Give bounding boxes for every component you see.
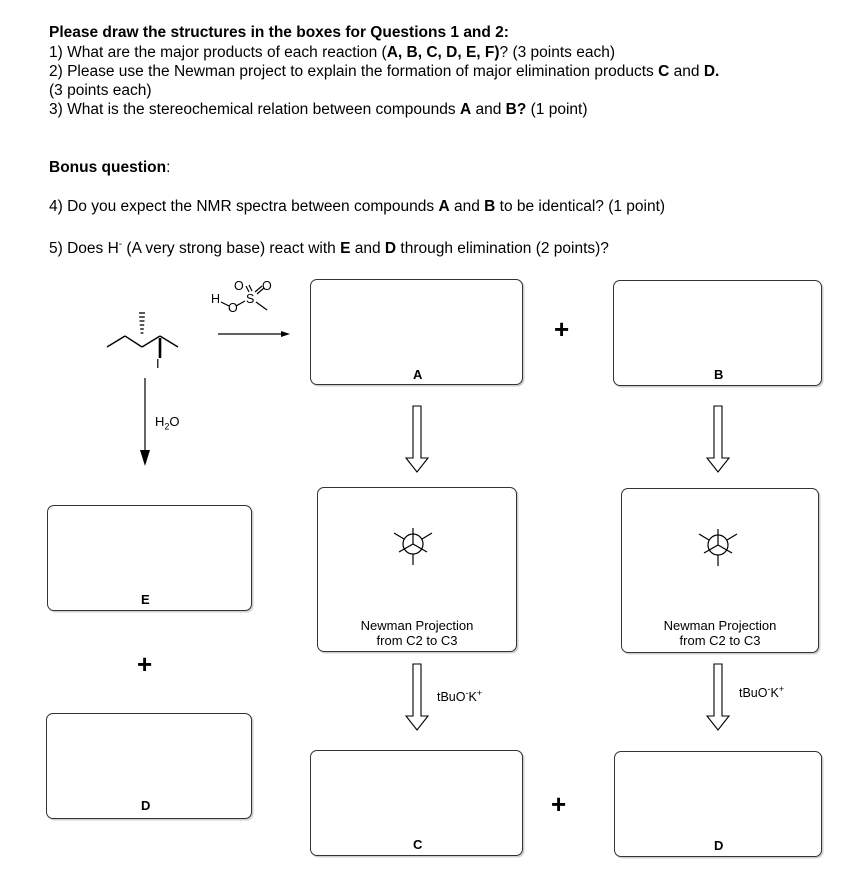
newman-left-line2: from C2 to C3 bbox=[376, 633, 458, 648]
q1-text: 1) What are the major products of each reaction ( bbox=[49, 44, 387, 61]
bonus-colon: : bbox=[166, 159, 171, 176]
newman-left-line1: Newman Projection bbox=[360, 618, 474, 633]
water-subscript: 2 bbox=[164, 421, 170, 432]
base-label-left bbox=[437, 688, 482, 704]
base-right-tbuo: tBuO bbox=[739, 686, 768, 701]
newman-right-line2: from C2 to C3 bbox=[679, 633, 761, 648]
q3-points: (1 point) bbox=[526, 101, 588, 118]
plus-sign-top: + bbox=[554, 314, 570, 344]
base-label-right bbox=[739, 684, 784, 700]
q3-a: A bbox=[459, 101, 472, 118]
q2-and: and bbox=[669, 63, 704, 80]
box-label-a: A bbox=[413, 367, 423, 382]
q4-b: B bbox=[484, 198, 496, 215]
q2-text: 2) Please use the Newman project to explain the formation of major elimination products bbox=[49, 63, 659, 80]
q5-text: 5) Does H bbox=[49, 240, 119, 258]
iodine-label: I bbox=[156, 356, 160, 371]
water-o: O bbox=[169, 414, 180, 429]
plus-sign-left: + bbox=[137, 649, 153, 679]
q4-points: to be identical? (1 point) bbox=[495, 198, 666, 215]
base-left-minus: - bbox=[465, 688, 469, 698]
base-left-tbuo: tBuO bbox=[437, 690, 466, 705]
base-right-plus: + bbox=[778, 684, 785, 694]
base-left-plus: + bbox=[476, 688, 483, 698]
box-label-c: C bbox=[413, 837, 423, 852]
q3-and: and bbox=[471, 101, 506, 118]
q4-and: and bbox=[449, 198, 485, 215]
acid-s: S bbox=[246, 292, 255, 306]
q5-points: through elimination (2 points)? bbox=[396, 240, 609, 258]
q3-text: 3) What is the stereochemical relation between compounds bbox=[49, 101, 460, 118]
q4-a: A bbox=[438, 198, 450, 215]
acid-h: H bbox=[211, 292, 221, 306]
q4-text: 4) Do you expect the NMR spectra between compounds bbox=[49, 198, 439, 215]
box-label-b: B bbox=[714, 367, 724, 382]
q5-hydride-charge: - bbox=[118, 239, 123, 250]
instructions-title: Please draw the structures in the boxes for Questions 1 and 2: bbox=[49, 24, 509, 41]
acid-o-bridge: O bbox=[228, 301, 238, 315]
box-label-e: E bbox=[141, 592, 150, 607]
q5-d: D bbox=[384, 240, 397, 258]
question-2-points: (3 points each) bbox=[49, 82, 152, 99]
q5-e: E bbox=[340, 240, 351, 258]
acid-o-top-left: O bbox=[234, 279, 244, 293]
base-left-k: K bbox=[468, 690, 477, 705]
q5-and: and bbox=[350, 240, 385, 258]
plus-sign-bottom: + bbox=[551, 789, 567, 819]
box-label-d-right: D bbox=[714, 838, 724, 853]
q2-d: D. bbox=[703, 63, 720, 80]
q1-points: ? (3 points each) bbox=[499, 44, 615, 61]
base-right-k: K bbox=[770, 686, 779, 701]
q3-b: B? bbox=[505, 101, 527, 118]
bonus-heading-text: Bonus question bbox=[49, 159, 167, 176]
q5-mid: (A very strong base) react with bbox=[122, 240, 341, 258]
water-h: H bbox=[155, 414, 165, 429]
acid-o-top-right: O bbox=[262, 279, 272, 293]
box-label-d-left: D bbox=[141, 798, 151, 813]
newman-right-line1: Newman Projection bbox=[663, 618, 777, 633]
base-right-minus: - bbox=[767, 684, 771, 694]
q1-bold: A, B, C, D, E, F) bbox=[386, 44, 500, 61]
q2-c: C bbox=[658, 63, 670, 80]
